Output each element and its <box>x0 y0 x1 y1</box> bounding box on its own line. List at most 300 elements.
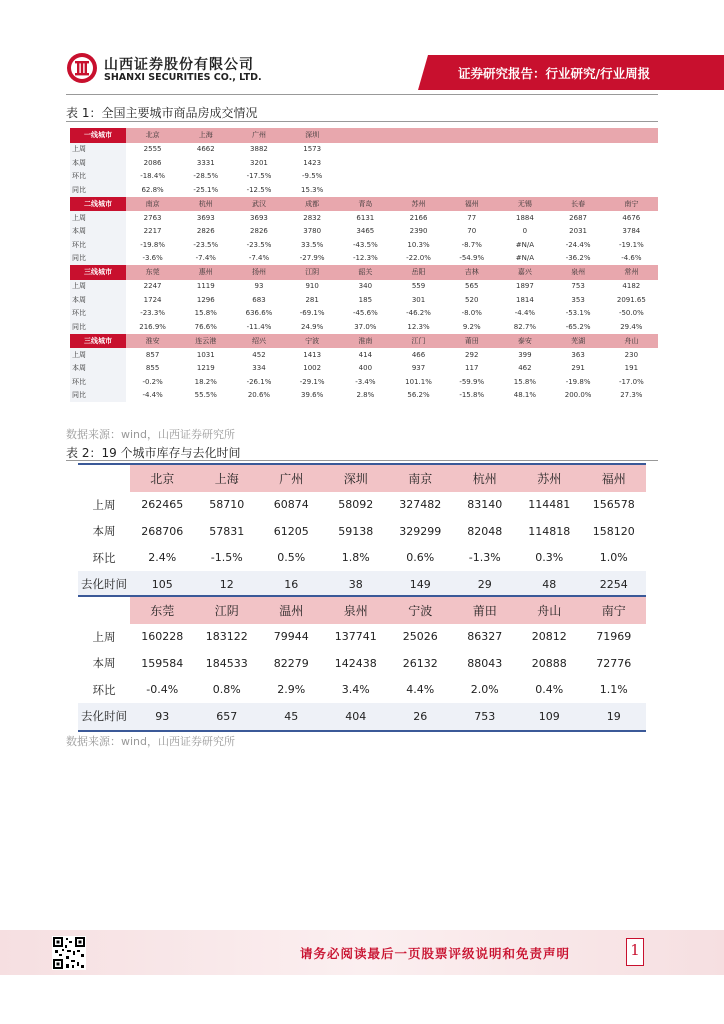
data-cell: 4676 <box>605 211 658 225</box>
data-cell: 1.1% <box>599 683 628 697</box>
data-cell: 86327 <box>467 630 503 644</box>
data-cell: 156578 <box>592 498 635 512</box>
table1-data-row <box>70 225 658 239</box>
city-header-cell: 上海 <box>195 464 260 492</box>
data-cell: 636.6% <box>232 307 285 321</box>
data-cell: -4.4% <box>126 389 179 403</box>
data-cell: -18.4% <box>126 170 179 184</box>
city-header-cell: 温州 <box>259 596 324 624</box>
header-blank-cell <box>78 464 130 492</box>
city-header-cell: 青岛 <box>339 197 392 212</box>
data-cell <box>445 143 498 157</box>
data-cell: 462 <box>498 362 551 376</box>
city-header-cell: 连云港 <box>179 334 232 349</box>
row-label: 本周 <box>92 524 116 539</box>
city-header-cell: 韶关 <box>339 265 392 280</box>
data-cell: 71969 <box>596 630 632 644</box>
data-cell: 29.4% <box>605 320 658 334</box>
table1-caption: 表 1：全国主要城市商品房成交情况 <box>66 106 258 120</box>
data-cell: 4.4% <box>406 683 435 697</box>
data-cell: 26 <box>388 703 453 731</box>
row-label: 本周 <box>92 656 116 671</box>
table2-caption: 表 2：19 个城市库存与去化时间 <box>66 446 241 460</box>
row-label: 本周 <box>70 156 126 170</box>
data-cell: -59.9% <box>445 375 498 389</box>
row-label: 上周 <box>70 211 126 225</box>
data-cell <box>392 170 445 184</box>
data-cell: 2247 <box>126 280 179 294</box>
data-cell: -54.9% <box>445 252 498 266</box>
data-cell: 3693 <box>179 211 232 225</box>
city-header-cell <box>605 128 658 143</box>
data-cell: 6131 <box>339 211 392 225</box>
data-cell: 191 <box>605 362 658 376</box>
data-cell: 2091.65 <box>605 293 658 307</box>
data-cell: 57831 <box>209 524 245 538</box>
city-header-cell: 东莞 <box>130 596 195 624</box>
data-cell: 910 <box>286 280 339 294</box>
row-label: 上周 <box>70 348 126 362</box>
data-cell: 753 <box>552 280 605 294</box>
city-header-cell: 惠州 <box>179 265 232 280</box>
data-cell: 12 <box>195 571 260 599</box>
data-cell: -11.4% <box>232 320 285 334</box>
data-cell: 1814 <box>498 293 551 307</box>
data-cell: -19.8% <box>552 375 605 389</box>
row-label: 上周 <box>92 629 116 644</box>
data-cell: -27.9% <box>286 252 339 266</box>
data-cell: 404 <box>324 703 389 731</box>
city-header-cell: 江阴 <box>286 265 339 280</box>
report-type: 证券研究报告：行业研究/行业周报 <box>458 66 651 81</box>
data-cell: -23.5% <box>232 238 285 252</box>
table1-caption-rule <box>66 121 658 122</box>
data-cell: 216.9% <box>126 320 179 334</box>
table1-data-row <box>70 238 658 252</box>
data-cell: 559 <box>392 280 445 294</box>
header-blank-cell <box>78 596 130 624</box>
data-cell: 70 <box>445 225 498 239</box>
data-cell: 340 <box>339 280 392 294</box>
data-cell: 2.4% <box>148 551 177 565</box>
row-label: 同比 <box>70 320 126 334</box>
data-cell <box>498 170 551 184</box>
city-header-cell: 宁波 <box>286 334 339 349</box>
data-cell: 76.6% <box>179 320 232 334</box>
data-cell: 18.2% <box>179 375 232 389</box>
data-cell: 2254 <box>582 571 647 599</box>
data-cell: 158120 <box>592 524 635 538</box>
data-cell: 93 <box>130 703 195 731</box>
table1-data-row <box>70 348 658 362</box>
city-header-cell: 深圳 <box>286 128 339 143</box>
city-header-cell: 北京 <box>126 128 179 143</box>
data-cell: 2763 <box>126 211 179 225</box>
city-header-cell: 苏州 <box>392 197 445 212</box>
row-label: 同比 <box>70 252 126 266</box>
city-header-cell: 江门 <box>392 334 445 349</box>
data-cell: 83140 <box>467 498 503 512</box>
tier-label: 二线城市 <box>70 197 126 212</box>
table1-source: 数据来源：wind，山西证券研究所 <box>66 428 236 441</box>
data-cell: 1219 <box>179 362 232 376</box>
data-cell: 55.5% <box>179 389 232 403</box>
table2-city-header-row <box>78 596 646 624</box>
data-cell: 2217 <box>126 225 179 239</box>
city-header-cell <box>445 128 498 143</box>
data-cell: #N/A <box>498 238 551 252</box>
table1 <box>70 128 658 402</box>
data-cell <box>445 183 498 197</box>
data-cell: 0.5% <box>277 551 306 565</box>
data-cell: -15.8% <box>445 389 498 403</box>
data-cell: 292 <box>445 348 498 362</box>
row-label: 上周 <box>70 280 126 294</box>
table2-city-header-row <box>78 464 646 492</box>
city-header-cell: 泉州 <box>552 265 605 280</box>
data-cell: 38 <box>324 571 389 599</box>
data-cell: -8.7% <box>445 238 498 252</box>
data-cell: 857 <box>126 348 179 362</box>
data-cell: 3331 <box>179 156 232 170</box>
tier-label: 三线城市 <box>70 265 126 280</box>
data-cell: -45.6% <box>339 307 392 321</box>
data-cell: 15.8% <box>179 307 232 321</box>
data-cell: 72776 <box>596 656 632 670</box>
data-cell <box>392 143 445 157</box>
table1-city-header-row <box>70 265 658 280</box>
city-header-cell: 岳阳 <box>392 265 445 280</box>
data-cell: 329299 <box>399 524 442 538</box>
city-header-cell: 舟山 <box>605 334 658 349</box>
data-cell: #N/A <box>498 252 551 266</box>
city-header-cell: 吉林 <box>445 265 498 280</box>
data-cell: -26.1% <box>232 375 285 389</box>
row-label: 本周 <box>70 225 126 239</box>
data-cell: 77 <box>445 211 498 225</box>
city-header-cell: 武汉 <box>232 197 285 212</box>
data-cell: -0.4% <box>146 683 179 697</box>
data-cell: -3.6% <box>126 252 179 266</box>
table1-data-row <box>70 156 658 170</box>
data-cell: -50.0% <box>605 307 658 321</box>
data-cell: -23.3% <box>126 307 179 321</box>
data-cell: 60874 <box>273 498 309 512</box>
data-cell: 565 <box>445 280 498 294</box>
data-cell: 400 <box>339 362 392 376</box>
data-cell: 2390 <box>392 225 445 239</box>
data-cell: 48.1% <box>498 389 551 403</box>
city-header-cell <box>498 128 551 143</box>
data-cell: -17.5% <box>232 170 285 184</box>
data-cell: -23.5% <box>179 238 232 252</box>
city-header-cell: 泉州 <box>324 596 389 624</box>
data-cell: -46.2% <box>392 307 445 321</box>
data-cell: 58710 <box>209 498 245 512</box>
city-header-cell: 福州 <box>582 464 647 492</box>
data-cell: -53.1% <box>552 307 605 321</box>
data-cell: 262465 <box>141 498 184 512</box>
data-cell <box>392 156 445 170</box>
city-header-cell: 长春 <box>552 197 605 212</box>
data-cell: 200.0% <box>552 389 605 403</box>
data-cell <box>605 183 658 197</box>
data-cell: 45 <box>259 703 324 731</box>
table1-data-row <box>70 320 658 334</box>
table1-data-row <box>70 280 658 294</box>
city-header-cell: 杭州 <box>179 197 232 212</box>
data-cell <box>339 143 392 157</box>
city-header-cell: 深圳 <box>324 464 389 492</box>
data-cell: 4662 <box>179 143 232 157</box>
data-cell: -19.1% <box>605 238 658 252</box>
data-cell <box>339 183 392 197</box>
city-header-cell: 泰安 <box>498 334 551 349</box>
city-header-cell: 杭州 <box>453 464 518 492</box>
data-cell: 20.6% <box>232 389 285 403</box>
row-label: 上周 <box>70 143 126 157</box>
city-header-cell: 南宁 <box>605 197 658 212</box>
city-header-cell: 宁波 <box>388 596 453 624</box>
data-cell: 1884 <box>498 211 551 225</box>
row-label: 上周 <box>92 497 116 512</box>
data-cell: -36.2% <box>552 252 605 266</box>
city-header-cell: 苏州 <box>517 464 582 492</box>
data-cell: 184533 <box>205 656 248 670</box>
data-cell: 114818 <box>528 524 571 538</box>
data-cell: -4.4% <box>498 307 551 321</box>
city-header-cell: 南宁 <box>582 596 647 624</box>
data-cell: -43.5% <box>339 238 392 252</box>
data-cell: 268706 <box>141 524 184 538</box>
data-cell: 2086 <box>126 156 179 170</box>
header-rule <box>66 94 658 95</box>
table1-data-row <box>70 252 658 266</box>
data-cell: -9.5% <box>286 170 339 184</box>
data-cell: 2.8% <box>339 389 392 403</box>
data-cell: 105 <box>130 571 195 599</box>
data-cell: 3882 <box>232 143 285 157</box>
data-cell <box>339 156 392 170</box>
city-header-cell: 淮安 <box>126 334 179 349</box>
data-cell: 0.4% <box>535 683 564 697</box>
data-cell: -0.2% <box>126 375 179 389</box>
data-cell <box>552 143 605 157</box>
qr-code-icon <box>52 936 86 970</box>
data-cell: 2166 <box>392 211 445 225</box>
city-header-cell: 扬州 <box>232 265 285 280</box>
city-header-cell: 绍兴 <box>232 334 285 349</box>
table2-data-row <box>78 677 646 704</box>
data-cell: 109 <box>517 703 582 731</box>
table1-data-row <box>70 211 658 225</box>
data-cell: 48 <box>517 571 582 599</box>
data-cell: 26132 <box>402 656 438 670</box>
data-cell: 466 <box>392 348 445 362</box>
data-cell: 937 <box>392 362 445 376</box>
data-cell: 37.0% <box>339 320 392 334</box>
data-cell: 20812 <box>531 630 567 644</box>
city-header-cell <box>552 128 605 143</box>
city-header-cell <box>392 128 445 143</box>
table2-data-row <box>78 545 646 572</box>
data-cell: 1724 <box>126 293 179 307</box>
data-cell: 82279 <box>273 656 309 670</box>
city-header-cell: 嘉兴 <box>498 265 551 280</box>
data-cell <box>552 170 605 184</box>
data-cell: 1423 <box>286 156 339 170</box>
data-cell: 753 <box>453 703 518 731</box>
row-label: 同比 <box>70 183 126 197</box>
data-cell <box>552 156 605 170</box>
table1-data-row <box>70 389 658 403</box>
data-cell: 27.3% <box>605 389 658 403</box>
city-header-cell: 淮南 <box>339 334 392 349</box>
data-cell: 39.6% <box>286 389 339 403</box>
table1-data-row <box>70 375 658 389</box>
data-cell: 58092 <box>338 498 374 512</box>
city-header-cell: 芜湖 <box>552 334 605 349</box>
data-cell <box>552 183 605 197</box>
city-header-cell: 莆田 <box>453 596 518 624</box>
data-cell: 0.3% <box>535 551 564 565</box>
city-header-cell: 常州 <box>605 265 658 280</box>
city-header-cell: 东莞 <box>126 265 179 280</box>
data-cell: 137741 <box>334 630 377 644</box>
data-cell: 25026 <box>402 630 438 644</box>
city-header-cell: 舟山 <box>517 596 582 624</box>
data-cell: 414 <box>339 348 392 362</box>
data-cell: 59138 <box>338 524 374 538</box>
data-cell: 9.2% <box>445 320 498 334</box>
data-cell: 61205 <box>273 524 309 538</box>
company-logo-icon <box>66 52 98 84</box>
data-cell: 1002 <box>286 362 339 376</box>
data-cell: 657 <box>195 703 260 731</box>
data-cell: 1897 <box>498 280 551 294</box>
data-cell: 3201 <box>232 156 285 170</box>
data-cell: 24.9% <box>286 320 339 334</box>
city-header-cell: 江阴 <box>195 596 260 624</box>
data-cell <box>498 143 551 157</box>
data-cell: 82.7% <box>498 320 551 334</box>
data-cell: 291 <box>552 362 605 376</box>
row-label: 环比 <box>92 550 116 565</box>
city-header-cell: 广州 <box>232 128 285 143</box>
data-cell: 2832 <box>286 211 339 225</box>
data-cell: 88043 <box>467 656 503 670</box>
data-cell: 16 <box>259 571 324 599</box>
data-cell: 82048 <box>467 524 503 538</box>
table2-caption-rule <box>66 460 658 461</box>
data-cell: 855 <box>126 362 179 376</box>
table2-data-row <box>78 703 646 731</box>
city-header-cell: 南京 <box>388 464 453 492</box>
table1-data-row <box>70 183 658 197</box>
city-header-cell: 上海 <box>179 128 232 143</box>
data-cell: 1573 <box>286 143 339 157</box>
data-cell: -29.1% <box>286 375 339 389</box>
table2-source: 数据来源：wind，山西证券研究所 <box>66 735 236 748</box>
data-cell: 4182 <box>605 280 658 294</box>
data-cell: 3693 <box>232 211 285 225</box>
row-label: 环比 <box>70 238 126 252</box>
data-cell: 29 <box>453 571 518 599</box>
data-cell: 101.1% <box>392 375 445 389</box>
data-cell <box>605 143 658 157</box>
table2-block-1 <box>78 463 646 600</box>
data-cell: -4.6% <box>605 252 658 266</box>
city-header-cell: 无锡 <box>498 197 551 212</box>
data-cell: 10.3% <box>392 238 445 252</box>
table1-city-header-row <box>70 197 658 212</box>
data-cell: 2826 <box>179 225 232 239</box>
data-cell: 2.0% <box>470 683 499 697</box>
data-cell: 56.2% <box>392 389 445 403</box>
data-cell: 363 <box>552 348 605 362</box>
row-label: 环比 <box>70 307 126 321</box>
data-cell: 185 <box>339 293 392 307</box>
data-cell: -1.5% <box>210 551 243 565</box>
table1-data-row <box>70 170 658 184</box>
data-cell: 334 <box>232 362 285 376</box>
data-cell <box>445 170 498 184</box>
data-cell: 1296 <box>179 293 232 307</box>
city-header-cell: 莆田 <box>445 334 498 349</box>
data-cell <box>605 170 658 184</box>
page-number: 1 <box>630 941 640 959</box>
data-cell <box>445 156 498 170</box>
data-cell: 79944 <box>273 630 309 644</box>
data-cell: 15.8% <box>498 375 551 389</box>
data-cell: 327482 <box>399 498 442 512</box>
data-cell <box>392 183 445 197</box>
data-cell: 15.3% <box>286 183 339 197</box>
row-label: 同比 <box>70 389 126 403</box>
table2-block-2 <box>78 595 646 732</box>
data-cell: -7.4% <box>179 252 232 266</box>
company-name-cn: 山西证券股份有限公司 <box>104 57 254 73</box>
data-cell: 683 <box>232 293 285 307</box>
data-cell: 0.6% <box>406 551 435 565</box>
row-label: 本周 <box>70 293 126 307</box>
data-cell: 19 <box>582 703 647 731</box>
data-cell: 301 <box>392 293 445 307</box>
data-cell: 1.0% <box>599 551 628 565</box>
data-cell: 520 <box>445 293 498 307</box>
data-cell: 114481 <box>528 498 571 512</box>
data-cell: -12.5% <box>232 183 285 197</box>
data-cell: -22.0% <box>392 252 445 266</box>
data-cell: 353 <box>552 293 605 307</box>
table1-data-row <box>70 362 658 376</box>
data-cell: 2.9% <box>277 683 306 697</box>
data-cell: -12.3% <box>339 252 392 266</box>
data-cell: 62.8% <box>126 183 179 197</box>
data-cell: -1.3% <box>468 551 501 565</box>
table1-data-row <box>70 293 658 307</box>
table1-city-header-row <box>70 334 658 349</box>
data-cell <box>339 170 392 184</box>
data-cell: 2826 <box>232 225 285 239</box>
data-cell: 159584 <box>141 656 184 670</box>
tier-label: 一线城市 <box>70 128 126 143</box>
data-cell: 3780 <box>286 225 339 239</box>
data-cell: 1413 <box>286 348 339 362</box>
data-cell: 1119 <box>179 280 232 294</box>
data-cell: 230 <box>605 348 658 362</box>
data-cell: -65.2% <box>552 320 605 334</box>
